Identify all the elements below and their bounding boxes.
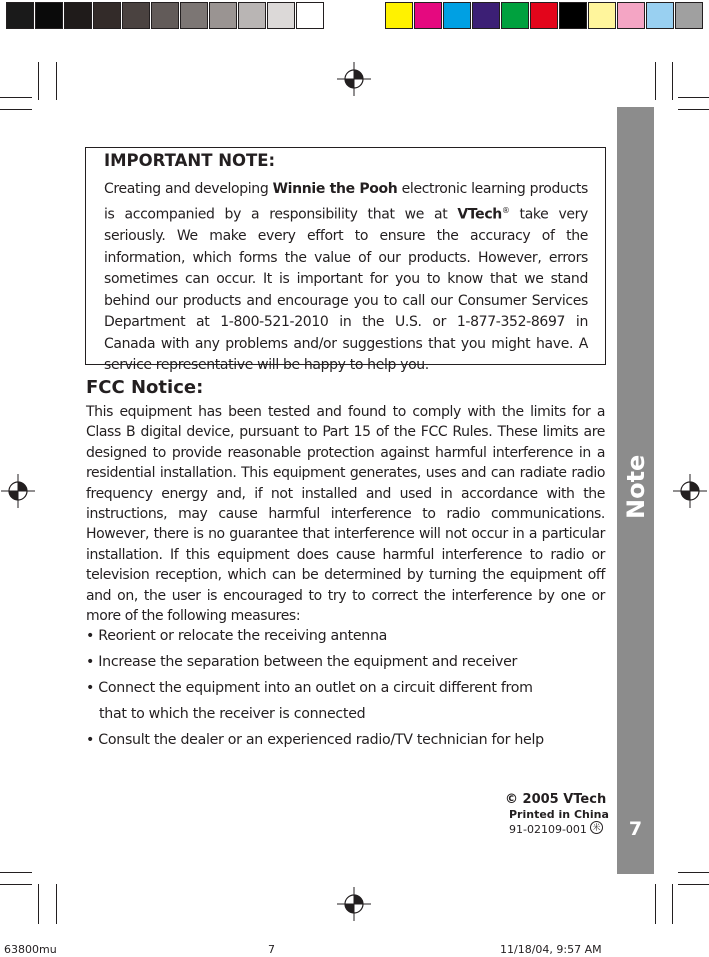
registration-mark-right [673, 474, 707, 508]
color-swatch [267, 2, 295, 29]
fcc-bullet-continuation: that to which the receiver is connected [99, 706, 366, 722]
product-name: Winnie the Pooh [272, 181, 398, 197]
color-swatch [530, 2, 558, 29]
important-note-title: IMPORTANT NOTE: [104, 151, 276, 170]
color-swatch [588, 2, 616, 29]
important-note-body: Creating and developing Winnie the Pooh electronic learning products is accompanied by a responsibility that we at VTech® take very seriously. We make every effort to ensure the accuracy of the information, which forms the value of our products. However, errors sometimes can occur. It is important for you to know that we stand behind our products and encourage you to call our Consumer Services Department at 1-800-521-2010 in the U.S. or 1-877-352-8697 in Canada with any problems and/or suggestions that you might have. A service representative will be happy to help you. [104, 181, 589, 373]
color-swatch [151, 2, 179, 29]
color-swatch [209, 2, 237, 29]
brand-name: VTech [457, 207, 502, 224]
crop-mark [0, 109, 32, 110]
fcc-bullet: • Reorient or relocate the receiving antenna [86, 628, 388, 644]
color-swatch [296, 2, 324, 29]
registration-mark-top [337, 62, 371, 96]
crop-mark [678, 872, 709, 873]
crop-mark [0, 884, 32, 885]
crop-mark [38, 884, 39, 924]
color-swatch [559, 2, 587, 29]
color-swatch [93, 2, 121, 29]
color-swatch [122, 2, 150, 29]
crop-mark [678, 884, 709, 885]
crop-mark [672, 884, 673, 924]
registered-mark: ® [501, 206, 510, 216]
color-swatch [6, 2, 34, 29]
color-swatch [646, 2, 674, 29]
crop-mark [678, 97, 709, 98]
crop-mark [655, 884, 656, 924]
color-swatch [617, 2, 645, 29]
side-tab-label: Note [622, 454, 650, 519]
color-swatch [501, 2, 529, 29]
crop-mark [0, 97, 32, 98]
color-swatch [180, 2, 208, 29]
footer-page: 7 [268, 943, 275, 956]
color-swatch [675, 2, 703, 29]
crop-mark [38, 62, 39, 100]
color-swatch [472, 2, 500, 29]
fcc-body: This equipment has been tested and found to comply with the limits for a Class B digital device, pursuant to Part 15 of the FCC Rules. These limits are designed to provide reasonable protection against harmful interference in a residential installation. This equipment generates, uses and can radiate radio frequency energy and, if not installed and used in accordance with the instructions, may cause harmful interference to radio communications. However, there is no guarantee that interference will not occur in a particular installation. If this equipment does cause harmful interference to radio or television reception, which can be determined by turning the equipment off and on, the user is encouraged to try to correct the interference by one or more of the following measures: [86, 404, 605, 625]
fcc-bullet: • Consult the dealer or an experienced radio/TV technician for help [86, 732, 544, 748]
color-swatch [64, 2, 92, 29]
crop-mark [56, 62, 57, 100]
crop-mark [672, 62, 673, 100]
fcc-title: FCC Notice: [86, 377, 204, 398]
crop-mark [678, 109, 709, 110]
registration-mark-bottom [337, 887, 371, 921]
recycle-icon: 米 [590, 821, 603, 834]
color-swatch [443, 2, 471, 29]
printed-in: Printed in China [509, 808, 609, 821]
footer-timestamp: 11/18/04, 9:57 AM [500, 943, 602, 956]
fcc-bullet: • Increase the separation between the equipment and receiver [86, 654, 518, 670]
color-swatch [35, 2, 63, 29]
crop-mark [655, 62, 656, 100]
color-swatch [385, 2, 413, 29]
crop-mark [0, 872, 32, 873]
footer-filename: 63800mu [4, 943, 57, 956]
fcc-bullet: • Connect the equipment into an outlet on a circuit different from [86, 680, 533, 696]
copyright: © 2005 VTech [505, 792, 607, 807]
color-swatch [414, 2, 442, 29]
part-number: 91-02109-001 [509, 823, 587, 836]
color-swatch [238, 2, 266, 29]
registration-mark-left [1, 474, 35, 508]
page-number: 7 [628, 818, 643, 840]
crop-mark [56, 884, 57, 924]
